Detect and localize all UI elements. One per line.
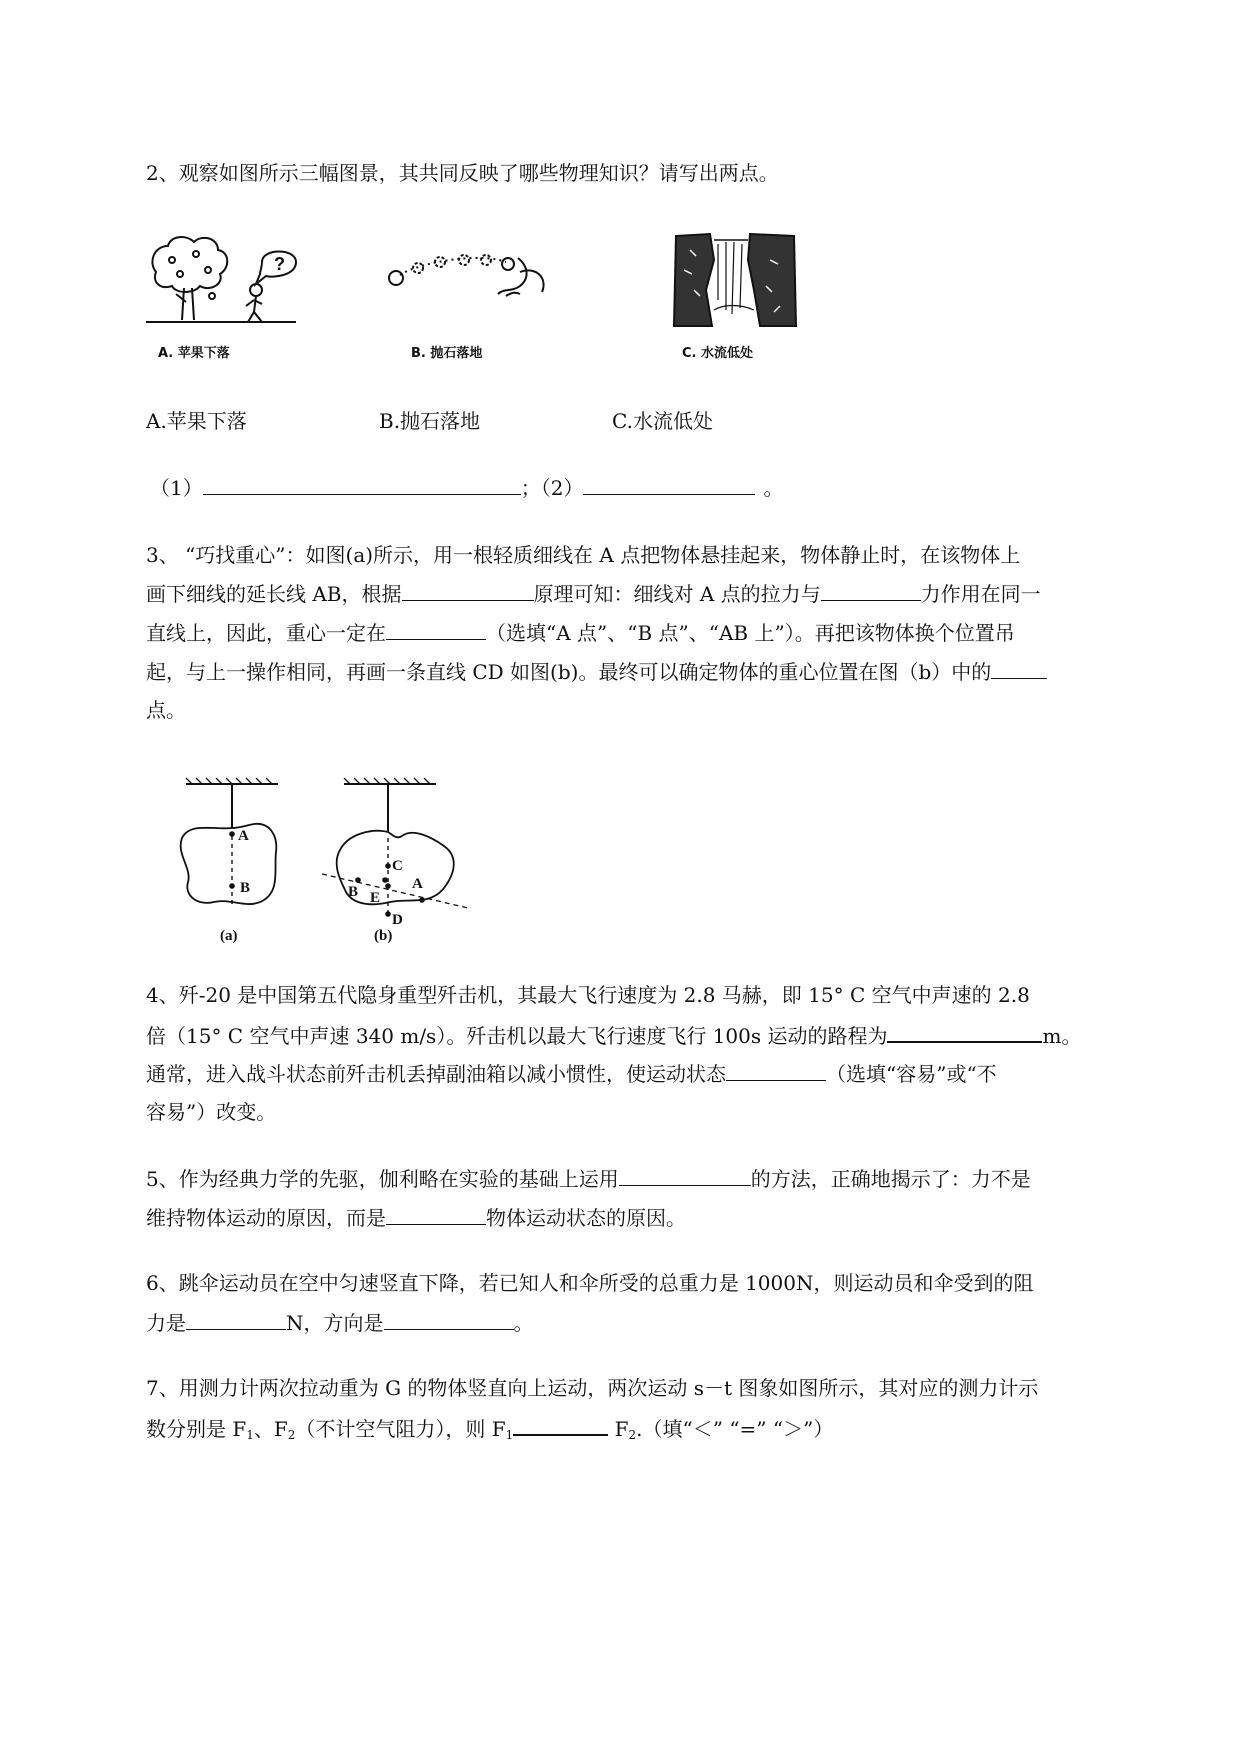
q3-l3b: （选填“A 点”、“B 点”、“AB 上”）。再把该物体换个位置吊 bbox=[486, 621, 1015, 645]
thrown-stone-figure bbox=[380, 248, 580, 328]
fig-b-caption: (b) bbox=[374, 928, 393, 944]
fig-a-label-B: B bbox=[240, 880, 251, 896]
q3-blank-principle[interactable] bbox=[402, 578, 534, 601]
label-c: C.水流低处 bbox=[612, 409, 713, 433]
gravity-center-figure-b bbox=[318, 776, 478, 946]
q4-line2 bbox=[146, 1019, 1081, 1051]
q7-sub1: 1 bbox=[246, 1428, 254, 1442]
q3-line5: 点。 bbox=[146, 698, 186, 722]
gravity-center-figure-a bbox=[178, 776, 303, 946]
q7-l2b: 、F bbox=[253, 1417, 288, 1441]
q4-line4: 容易”）改变。 bbox=[146, 1100, 277, 1124]
q4-blank-state[interactable] bbox=[726, 1058, 826, 1081]
q2-answers bbox=[150, 472, 783, 503]
fig-b-label-B: B bbox=[348, 884, 359, 900]
q4-l3b: （选填“容易”或“不 bbox=[826, 1062, 997, 1086]
answer-end: 。 bbox=[763, 476, 784, 500]
q7-l2e: .（填“＜” “=” “＞”） bbox=[636, 1417, 834, 1441]
q7-sub2: 2 bbox=[287, 1428, 296, 1442]
q5-l2a: 维持物体运动的原因，而是 bbox=[146, 1206, 386, 1230]
q7-line2 bbox=[146, 1412, 833, 1450]
q3-l2c: 力作用在同一 bbox=[920, 582, 1041, 606]
q6-blank-direction[interactable] bbox=[384, 1307, 514, 1330]
fig-b-label-C: C bbox=[392, 858, 403, 874]
label-a: A.苹果下落 bbox=[146, 409, 247, 433]
q3-line2 bbox=[146, 578, 1041, 609]
fig-caption-c: C. 水流低处 bbox=[682, 346, 754, 361]
q3-line4 bbox=[146, 656, 1047, 687]
fig-caption-a: A. 苹果下落 bbox=[158, 346, 230, 361]
q3-line3 bbox=[146, 617, 1015, 648]
q3-l4: 起，与上一操作相同，再画一条直线 CD 如图(b)。最终可以确定物体的重心位置在图（b）中的 bbox=[146, 660, 992, 684]
q5-line2 bbox=[146, 1202, 686, 1233]
q4-l3a: 通常，进入战斗状态前歼击机丢掉副油箱以减小惯性，使运动状态 bbox=[146, 1062, 726, 1086]
fig-b-label-D: D bbox=[392, 912, 403, 928]
q5-l1a: 5、作为经典力学的先驱，伽利略在实验的基础上运用 bbox=[146, 1167, 619, 1191]
q5-l2b: 物体运动状态的原因。 bbox=[486, 1206, 686, 1230]
q2-stem: 2、观察如图所示三幅图景，其共同反映了哪些物理知识？请写出两点。 bbox=[146, 161, 779, 185]
svg-text:?: ? bbox=[274, 254, 285, 274]
fig-b-label-A: A bbox=[412, 876, 423, 892]
fig-a-label-A: A bbox=[238, 828, 249, 844]
q3-l2a: 画下细线的延长线 AB，根据 bbox=[146, 582, 402, 606]
q5-line1 bbox=[146, 1163, 1031, 1194]
answer-1-prefix: （1） bbox=[150, 476, 203, 500]
apple-tree-figure bbox=[146, 232, 306, 332]
fig-a-caption: (a) bbox=[220, 928, 238, 944]
q4-line3 bbox=[146, 1058, 997, 1089]
q3-blank-force[interactable] bbox=[821, 578, 921, 601]
q7-blank-compare[interactable] bbox=[513, 1412, 608, 1436]
q3-blank-point[interactable] bbox=[991, 656, 1047, 679]
q5-blank-method[interactable] bbox=[619, 1163, 751, 1186]
answer-2-blank[interactable] bbox=[583, 472, 755, 495]
fig-b-label-E: E bbox=[370, 890, 381, 906]
q3-blank-center[interactable] bbox=[386, 617, 486, 640]
q6-line2 bbox=[146, 1307, 534, 1338]
label-b: B.抛石落地 bbox=[379, 409, 481, 433]
q6-blank-resistance[interactable] bbox=[186, 1307, 286, 1330]
answer-sep: ；（2） bbox=[520, 476, 584, 500]
q7-l2d: F bbox=[608, 1417, 629, 1441]
q3-l3a: 直线上，因此，重心一定在 bbox=[146, 621, 386, 645]
fig-caption-b: B. 抛石落地 bbox=[411, 346, 483, 361]
waterfall-figure bbox=[670, 230, 800, 334]
q3-l2b: 原理可知：细线对 A 点的拉力与 bbox=[533, 582, 821, 606]
q4-line1: 4、歼-20 是中国第五代隐身重型歼击机，其最大飞行速度为 2.8 马赫，即 15° C 空气中声速的 2.8 bbox=[146, 983, 1030, 1007]
q4-blank-distance[interactable] bbox=[887, 1019, 1042, 1043]
q7-line1: 7、用测力计两次拉动重为 G 的物体竖直向上运动，两次运动 s－t 图象如图所示，其对应的测力计示 bbox=[146, 1376, 1039, 1400]
q5-l1b: 的方法，正确地揭示了：力不是 bbox=[750, 1167, 1031, 1191]
q6-l2c: 。 bbox=[513, 1311, 534, 1335]
q4-l2b: m。 bbox=[1042, 1024, 1082, 1048]
q7-sub4: 2 bbox=[628, 1428, 637, 1442]
answer-1-blank[interactable] bbox=[203, 472, 521, 495]
q5-blank-change[interactable] bbox=[386, 1202, 486, 1225]
q7-l2a: 数分别是 F bbox=[146, 1417, 247, 1441]
q6-l2a: 力是 bbox=[146, 1311, 186, 1335]
q6-l2b: N，方向是 bbox=[286, 1311, 384, 1335]
q7-l2c: （不计空气阻力），则 F bbox=[295, 1417, 506, 1441]
q6-line1: 6、跳伞运动员在空中匀速竖直下降，若已知人和伞所受的总重力是 1000N，则运动员和伞受到的阻 bbox=[146, 1271, 1034, 1295]
q3-line1: 3、 “巧找重心”：如图(a)所示，用一根轻质细线在 A 点把物体悬挂起来，物体静止时，在该物体上 bbox=[146, 543, 1021, 567]
q7-sub3: 1 bbox=[505, 1428, 514, 1442]
q4-l2a: 倍（15° C 空气中声速 340 m/s）。歼击机以最大飞行速度飞行 100s 运动的路程为 bbox=[146, 1024, 888, 1048]
